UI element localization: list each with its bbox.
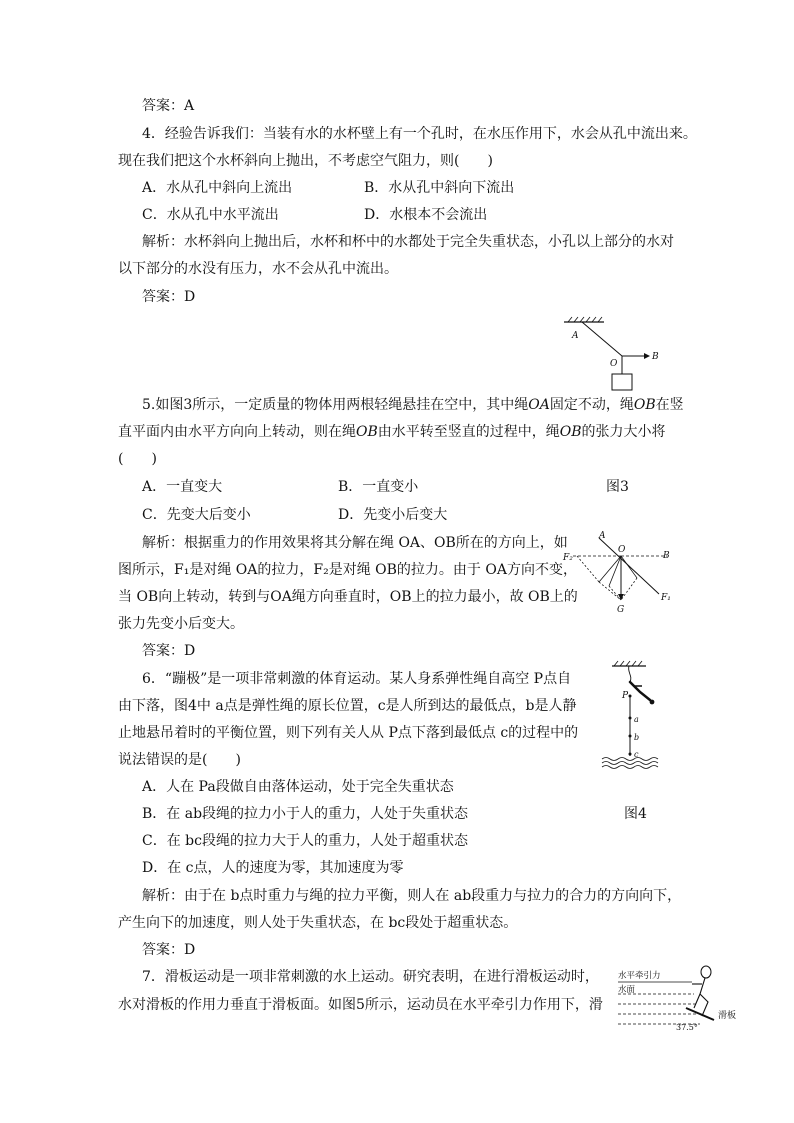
q5-analysis-line4: 张力先变小后变大。	[118, 616, 244, 632]
figure-3-label-a: A	[572, 331, 579, 341]
force-figure-label-g: G	[617, 605, 625, 615]
q5-stem-line1	[142, 395, 684, 415]
force-figure-label-f1: F₁	[661, 593, 671, 603]
q6-stem-line1: 6．“蹦极”是一项非常刺激的体育运动。某人身系弹性绳自高空 P点自	[142, 671, 572, 687]
q5-stem-text: 由水平转至竖直的过程中，绳	[377, 424, 560, 440]
q6-stem-line2: 由下落，图4中 a点是弹性绳的原长位置，c是人所到达的最低点，b是人静	[118, 698, 577, 714]
q4-stem-line1: 4．经验告诉我们：当装有水的水杯壁上有一个孔时，在水压作用下，水会从孔中流出来。	[142, 126, 697, 142]
q4-option-c: C．水从孔中水平流出	[142, 207, 279, 223]
figure-5-traction-label: 水平牵引力	[618, 971, 661, 981]
q5-option-b: B．一直变小	[338, 479, 419, 495]
q7-stem-line1: 7．滑板运动是一项非常刺激的水上运动。研究表明，在进行滑板运动时，	[142, 969, 599, 985]
q7-stem-line2: 水对滑板的作用力垂直于滑板面。如图5所示，运动员在水平牵引力作用下，滑	[118, 997, 603, 1013]
force-figure-label-f2: F₂	[563, 553, 573, 563]
q3-answer: 答案：A	[142, 98, 195, 114]
q5-rope-oa: OA	[528, 397, 550, 413]
q5-rope-ob: OB	[559, 424, 582, 440]
q4-analysis-line2: 以下部分的水没有压力，水不会从孔中流出。	[118, 261, 398, 277]
q6-analysis-line1: 解析：由于在 b点时重力与绳的拉力平衡，则人在 ab段重力与拉力的合力的方向向下，	[142, 888, 682, 904]
q5-stem-text: 固定不动，绳	[549, 397, 634, 413]
q5-analysis-line3: 当 OB向上转动，转到与OA绳方向垂直时，OB上的拉力最小，故 OB上的	[118, 589, 578, 605]
figure-3-diagram	[560, 316, 670, 396]
figure-5-angle-label: 37.5°	[676, 1023, 698, 1032]
q6-option-c: C．在 bc段绳的拉力大于人的重力，人处于超重状态	[142, 833, 468, 849]
figure-3-caption: 图3	[606, 479, 629, 495]
figure-4-label-c: c	[634, 750, 639, 759]
q5-stem-line2	[118, 422, 666, 442]
figure-5-water-label: 水面	[618, 985, 636, 995]
force-figure-label-b: B	[663, 551, 670, 561]
q6-option-d: D．在 c点，人的速度为零，其加速度为零	[142, 860, 404, 876]
figure-4-label-p: P	[622, 691, 629, 701]
figure-4-label-b: b	[634, 733, 640, 742]
q5-option-d: D．先变小后变大	[338, 507, 448, 523]
q6-option-b: B．在 ab段绳的拉力小于人的重力，人处于失重状态	[142, 806, 469, 822]
figure-3-label-o: O	[610, 359, 618, 369]
q5-option-c: C．先变大后变小	[142, 507, 251, 523]
figure-5-board-label: 滑板	[718, 1011, 737, 1021]
q5-stem-text: 直平面内由水平方向向上转动，则在绳	[118, 424, 356, 440]
q5-analysis-line2: 图所示，F₁是对绳 OA的拉力，F₂是对绳 OB的拉力。由于 OA方向不变，	[118, 562, 577, 578]
q5-stem-line3: ( )	[118, 451, 157, 467]
figure-3-label-b: B	[652, 352, 659, 362]
force-decomposition-diagram	[563, 530, 683, 616]
figure-4-label-a: a	[634, 715, 639, 724]
q5-stem-text: 在竖	[655, 397, 684, 413]
q5-stem-text: 5.如图3所示，一定质量的物体用两根轻绳悬挂在空中，其中绳	[142, 397, 529, 413]
q4-option-d: D．水根本不会流出	[364, 207, 488, 223]
q6-answer: 答案：D	[142, 942, 196, 958]
q5-stem-text: 的张力大小将	[581, 424, 666, 440]
force-figure-label-o: O	[618, 545, 626, 555]
q5-option-a: A．一直变大	[142, 479, 223, 495]
q6-analysis-line2: 产生向下的加速度，则人处于失重状态，在 bc段处于超重状态。	[118, 915, 518, 931]
force-figure-label-a: A	[599, 531, 606, 541]
q6-stem-line3: 止地悬吊着时的平衡位置，则下列有关人从 P点下落到最低点 c的过程中的	[118, 725, 579, 741]
q4-answer: 答案：D	[142, 289, 196, 305]
q5-analysis-line1: 解析：根据重力的作用效果将其分解在绳 OA、OB所在的方向上，如	[142, 535, 568, 551]
q6-option-a: A．人在 Pa段做自由落体运动，处于完全失重状态	[142, 779, 454, 795]
q5-answer: 答案：D	[142, 643, 196, 659]
q4-stem-line2: 现在我们把这个水杯斜向上抛出，不考虑空气阻力，则( )	[118, 153, 493, 169]
q5-rope-ob: OB	[356, 424, 378, 440]
q6-stem-line4: 说法错误的是( )	[118, 752, 241, 768]
q5-rope-ob: OB	[633, 397, 656, 413]
figure-4-diagram	[600, 660, 672, 770]
q4-analysis-line1: 解析：水杯斜向上抛出后，水杯和杯中的水都处于完全失重状态，小孔以上部分的水对	[142, 234, 674, 250]
figure-5-diagram	[614, 962, 744, 1032]
q4-option-b: B．水从孔中斜向下流出	[364, 180, 515, 196]
q4-option-a: A．水从孔中斜向上流出	[142, 180, 293, 196]
figure-4-caption: 图4	[624, 806, 647, 822]
